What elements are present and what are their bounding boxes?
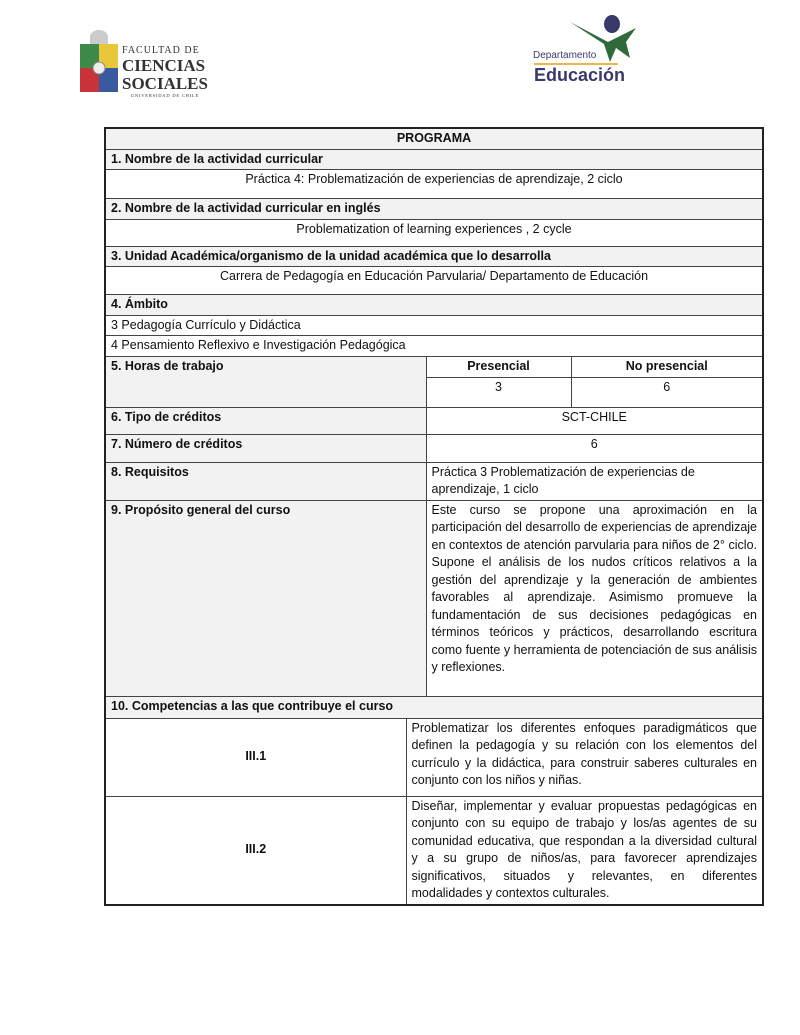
section-label: 7. Número de créditos [105, 434, 426, 462]
section-label: 6. Tipo de créditos [105, 407, 426, 434]
requirements: Práctica 3 Problematización de experiencias de aprendizaje, 1 ciclo [426, 462, 763, 500]
section-label: 3. Unidad Académica/organismo de la unidad académica que lo desarrolla [105, 246, 763, 267]
crest-icon [90, 30, 108, 44]
logo-text: Departamento [533, 50, 597, 61]
section-label: 10. Competencias a las que contribuye el curso [105, 696, 763, 718]
section-label: 5. Horas de trabajo [105, 357, 426, 408]
logo-text: CIENCIAS [122, 56, 206, 75]
program-table [104, 127, 764, 906]
logo-text: Educación [534, 65, 626, 85]
scope-item: 3 Pedagogía Currículo y Didáctica [105, 315, 763, 336]
no-presencial-hours: 6 [571, 377, 763, 407]
competency-code: III.2 [105, 796, 406, 905]
logo-text: SOCIALES [122, 74, 208, 93]
course-purpose: Este curso se propone una aproximación en la participación del desarrollo de experiencias de aprendizaje en contextos de atención parvularia para niños de 2° ciclo. Supone el análisis de los nudos críticos relativos a la gestión del aprendizaje y la generación de ambientes favorables al aprendizaje. Asimismo promueve la fundamentación de sus decisiones pedagógicas en términos teóricos y prácticos, desarrollando escritura como fuente y herramienta de potenciación de sus análisis y reflexiones. [426, 500, 763, 696]
activity-name-english: Problematization of learning experiences , 2 cycle [105, 219, 763, 246]
no-presencial-header: No presencial [571, 357, 763, 378]
logo-text: FACULTAD DE [122, 45, 200, 56]
scope-item: 4 Pensamiento Reflexivo e Investigación Pedagógica [105, 336, 763, 357]
departamento-educacion-logo [530, 14, 640, 86]
presencial-hours: 3 [426, 377, 571, 407]
section-label: 8. Requisitos [105, 462, 426, 500]
section-label: 2. Nombre de la actividad curricular en inglés [105, 199, 763, 220]
competency-code: III.1 [105, 718, 406, 796]
facultad-ciencias-sociales-logo [80, 28, 210, 96]
program-title: PROGRAMA [105, 128, 763, 149]
shield-icon [80, 44, 118, 92]
section-label: 4. Ámbito [105, 295, 763, 316]
competency-text: Problematizar los diferentes enfoques paradigmáticos que definen la pedagogía y su relación con los elementos del currículo y la didáctica, para construir saberes culturales en conjunto con los niños y niñas. [406, 718, 763, 796]
credit-count: 6 [426, 434, 763, 462]
academic-unit: Carrera de Pedagogía en Educación Parvularia/ Departamento de Educación [105, 267, 763, 295]
section-label: 1. Nombre de la actividad curricular [105, 149, 763, 170]
credit-type: SCT-CHILE [426, 407, 763, 434]
presencial-header: Presencial [426, 357, 571, 378]
section-label: 9. Propósito general del curso [105, 500, 426, 696]
competency-text: Diseñar, implementar y evaluar propuestas pedagógicas en conjunto con su equipo de trabajo y los/as agentes de su comunidad educativa, que respondan a la diversidad cultural y a su grupo de niños/as, para favorecer aprendizajes significativos, situados y relevantes, en diferentes modalidades y contextos culturales. [406, 796, 763, 905]
logo-text: UNIVERSIDAD DE CHILE [130, 93, 200, 98]
activity-name: Práctica 4: Problematización de experiencias de aprendizaje, 2 ciclo [105, 170, 763, 199]
